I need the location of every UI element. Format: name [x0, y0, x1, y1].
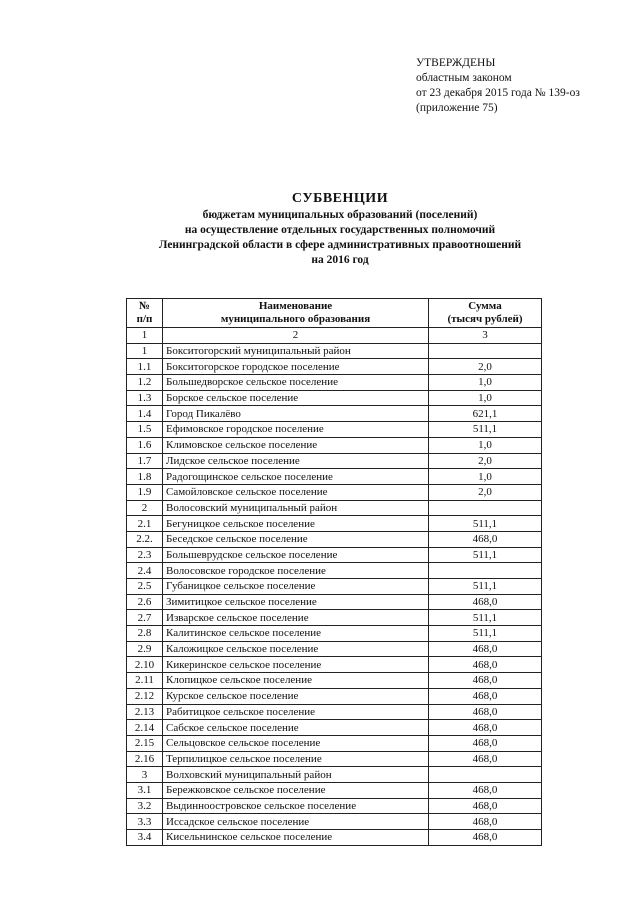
row-municipality-name: Самойловское сельское поселение [163, 484, 429, 500]
table-row [127, 406, 542, 422]
row-number: 1.5 [127, 422, 163, 438]
approval-heading: УТВЕРЖДЕНЫ [416, 57, 496, 69]
document-title [80, 190, 600, 268]
row-municipality-name: Сельцовское сельское поселение [163, 735, 429, 751]
table-row [127, 626, 542, 642]
row-sum: 1,0 [429, 469, 542, 485]
table-row [127, 751, 542, 767]
row-number: 1.7 [127, 453, 163, 469]
table-body [127, 343, 542, 845]
table-row [127, 516, 542, 532]
row-number: 1.1 [127, 359, 163, 375]
row-number: 2.15 [127, 735, 163, 751]
row-sum [429, 343, 542, 359]
table-row [127, 375, 542, 391]
row-municipality-name: Ефимовское городское поселение [163, 422, 429, 438]
column-number-2: 2 [163, 328, 429, 344]
row-number: 1 [127, 343, 163, 359]
row-municipality-name: Борское сельское поселение [163, 390, 429, 406]
row-municipality-name: Рабитицкое сельское поселение [163, 704, 429, 720]
table-row [127, 437, 542, 453]
table-row [127, 673, 542, 689]
row-sum: 468,0 [429, 641, 542, 657]
row-number: 2.3 [127, 547, 163, 563]
row-number: 2.12 [127, 688, 163, 704]
table-row [127, 641, 542, 657]
row-sum: 511,1 [429, 422, 542, 438]
row-sum: 468,0 [429, 704, 542, 720]
row-number: 2.7 [127, 610, 163, 626]
table-row [127, 657, 542, 673]
table-row [127, 343, 542, 359]
row-municipality-name: Калитинское сельское поселение [163, 626, 429, 642]
title-line-2: на осуществление отдельных государственных полномочий [184, 224, 496, 236]
row-municipality-name: Курское сельское поселение [163, 688, 429, 704]
table-row [127, 484, 542, 500]
table-row [127, 547, 542, 563]
table-row [127, 579, 542, 595]
row-sum: 511,1 [429, 547, 542, 563]
row-number: 3.2 [127, 798, 163, 814]
table-row [127, 359, 542, 375]
row-number: 2.9 [127, 641, 163, 657]
row-number: 1.8 [127, 469, 163, 485]
header-name-line1: Наименование [258, 300, 333, 312]
row-sum: 511,1 [429, 579, 542, 595]
table-row [127, 390, 542, 406]
row-number: 3.1 [127, 782, 163, 798]
row-municipality-name: Беседское сельское поселение [163, 531, 429, 547]
row-sum: 468,0 [429, 688, 542, 704]
table-row [127, 704, 542, 720]
row-number: 1.3 [127, 390, 163, 406]
column-number-3: 3 [429, 328, 542, 344]
title-line-1: бюджетам муниципальных образований (поселений) [202, 209, 478, 221]
column-number-row [127, 328, 542, 344]
table-row [127, 735, 542, 751]
table-row [127, 453, 542, 469]
header-number-line2: п/п [136, 313, 153, 325]
approval-date: от 23 декабря 2015 года № 139-оз [416, 87, 580, 99]
row-sum: 2,0 [429, 359, 542, 375]
row-municipality-name: Изварское сельское поселение [163, 610, 429, 626]
row-municipality-name: Волховский муниципальный район [163, 767, 429, 783]
row-number: 2.11 [127, 673, 163, 689]
table-row [127, 767, 542, 783]
header-sum-line2: (тысяч рублей) [447, 313, 523, 325]
table-row [127, 422, 542, 438]
row-municipality-name: Бегуницкое сельское поселение [163, 516, 429, 532]
row-sum: 468,0 [429, 798, 542, 814]
row-number: 1.9 [127, 484, 163, 500]
table-row [127, 798, 542, 814]
header-number [127, 299, 163, 328]
row-sum: 468,0 [429, 531, 542, 547]
row-municipality-name: Кикеринское сельское поселение [163, 657, 429, 673]
table-row [127, 830, 542, 846]
header-sum-line1: Сумма [468, 300, 502, 312]
table-row [127, 720, 542, 736]
row-number: 2.6 [127, 594, 163, 610]
row-municipality-name: Большеврудское сельское поселение [163, 547, 429, 563]
row-number: 1.6 [127, 437, 163, 453]
row-municipality-name: Бережковское сельское поселение [163, 782, 429, 798]
row-number: 2.16 [127, 751, 163, 767]
row-municipality-name: Иссадское сельское поселение [163, 814, 429, 830]
row-municipality-name: Лидское сельское поселение [163, 453, 429, 469]
row-sum: 468,0 [429, 735, 542, 751]
table-row [127, 531, 542, 547]
row-sum: 468,0 [429, 594, 542, 610]
row-municipality-name: Сабское сельское поселение [163, 720, 429, 736]
column-number-1: 1 [127, 328, 163, 344]
row-number: 2.5 [127, 579, 163, 595]
row-number: 2.14 [127, 720, 163, 736]
row-number: 2 [127, 500, 163, 516]
table-row [127, 610, 542, 626]
table-row [127, 563, 542, 579]
approval-law: областным законом [416, 72, 512, 84]
row-number: 3 [127, 767, 163, 783]
row-municipality-name: Бокситогорский муниципальный район [163, 343, 429, 359]
row-municipality-name: Волосовский муниципальный район [163, 500, 429, 516]
row-number: 2.2. [127, 531, 163, 547]
row-number: 2.10 [127, 657, 163, 673]
row-sum: 2,0 [429, 453, 542, 469]
row-number: 3.4 [127, 830, 163, 846]
row-sum [429, 563, 542, 579]
row-sum: 468,0 [429, 720, 542, 736]
row-municipality-name: Кисельнинское сельское поселение [163, 830, 429, 846]
row-municipality-name: Зимитицкое сельское поселение [163, 594, 429, 610]
row-sum: 468,0 [429, 751, 542, 767]
row-sum: 1,0 [429, 375, 542, 391]
row-municipality-name: Терпилицкое сельское поселение [163, 751, 429, 767]
row-sum: 1,0 [429, 437, 542, 453]
table-row [127, 594, 542, 610]
header-name-line2: муниципального образования [220, 313, 371, 325]
row-sum: 468,0 [429, 782, 542, 798]
row-number: 2.13 [127, 704, 163, 720]
row-sum [429, 500, 542, 516]
table-row [127, 500, 542, 516]
row-sum: 511,1 [429, 516, 542, 532]
row-municipality-name: Город Пикалёво [163, 406, 429, 422]
row-sum: 468,0 [429, 814, 542, 830]
row-municipality-name: Клопицкое сельское поселение [163, 673, 429, 689]
title-main: СУБВЕНЦИИ [291, 191, 389, 206]
table-row [127, 688, 542, 704]
subventions-table [126, 298, 542, 846]
row-number: 3.3 [127, 814, 163, 830]
table-row [127, 814, 542, 830]
row-sum: 511,1 [429, 626, 542, 642]
row-sum [429, 767, 542, 783]
row-municipality-name: Радогощинское сельское поселение [163, 469, 429, 485]
row-municipality-name: Губаницкое сельское поселение [163, 579, 429, 595]
row-sum: 468,0 [429, 830, 542, 846]
title-line-3: Ленинградской области в сфере административных правоотношений [158, 239, 522, 251]
row-municipality-name: Большедворское сельское поселение [163, 375, 429, 391]
row-number: 1.4 [127, 406, 163, 422]
row-number: 1.2 [127, 375, 163, 391]
row-sum: 1,0 [429, 390, 542, 406]
row-sum: 2,0 [429, 484, 542, 500]
row-sum: 468,0 [429, 673, 542, 689]
table-row [127, 782, 542, 798]
row-municipality-name: Климовское сельское поселение [163, 437, 429, 453]
title-line-4: на 2016 год [311, 254, 369, 266]
header-number-line1: № [138, 300, 151, 312]
table-row [127, 469, 542, 485]
approval-stamp [416, 56, 580, 116]
row-number: 2.1 [127, 516, 163, 532]
table-header-row [127, 299, 542, 328]
row-municipality-name: Каложицкое сельское поселение [163, 641, 429, 657]
row-number: 2.4 [127, 563, 163, 579]
row-number: 2.8 [127, 626, 163, 642]
approval-appendix: (приложение 75) [416, 102, 498, 114]
row-sum: 511,1 [429, 610, 542, 626]
row-sum: 621,1 [429, 406, 542, 422]
row-municipality-name: Выдинноостровское сельское поселение [163, 798, 429, 814]
header-name [163, 299, 429, 328]
row-municipality-name: Бокситогорское городское поселение [163, 359, 429, 375]
row-sum: 468,0 [429, 657, 542, 673]
row-municipality-name: Волосовское городское поселение [163, 563, 429, 579]
header-sum [429, 299, 542, 328]
